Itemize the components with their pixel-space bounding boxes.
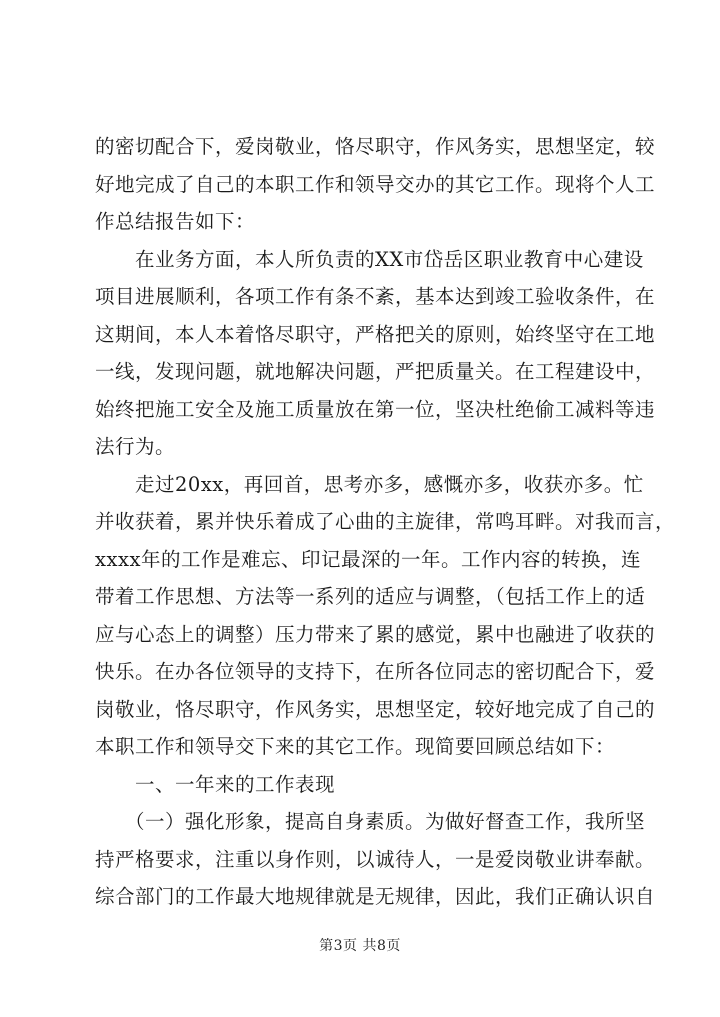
section-heading: 一、一年来的工作表现 — [135, 772, 336, 796]
document-body — [95, 128, 676, 916]
text-line: 一线，发现问题，就地解决问题，严把质量关。在工程建设中， — [95, 360, 656, 383]
text-line: 法行为。 — [95, 435, 176, 458]
paragraph-start-line: 走过20xx，再回首，思考亦多，感慨亦多，收获亦多。忙 — [135, 472, 644, 496]
text-line: 作总结报告如下： — [95, 210, 256, 233]
paragraph-start-line: 在业务方面，本人所负责的XX市岱岳区职业教育中心建设 — [135, 247, 644, 271]
page-number: 第3页 共8页 — [319, 938, 401, 954]
text-line: 持严格要求，注重以身作则，以诚待人，一是爱岗敬业讲奉献。 — [95, 847, 656, 871]
text-line: 始终把施工安全及施工质量放在第一位，坚决杜绝偷工减料等违 — [95, 397, 656, 421]
text-line: 带着工作思想、方法等一系列的适应与调整，（包括工作上的适 — [95, 585, 646, 608]
text-line: xxxx年的工作是难忘、印记最深的一年。工作内容的转换，连 — [95, 547, 641, 571]
text-line: 好地完成了自己的本职工作和领导交办的其它工作。现将个人工 — [95, 172, 656, 196]
text-line: 项目进展顺利，各项工作有条不紊，基本达到竣工验收条件，在 — [95, 285, 656, 308]
text-line: 的密切配合下，爱岗敬业，恪尽职守，作风务实，思想坚定，较 — [95, 135, 656, 158]
subsection-start-line: （一）强化形象，提高自身素质。为做好督查工作，我所坚 — [125, 810, 646, 833]
text-line: 快乐。在办各位领导的支持下，在所各位同志的密切配合下，爱 — [95, 660, 656, 683]
page-footer — [0, 935, 720, 955]
text-line: 岗敬业，恪尽职守，作风务实，思想坚定，较好地完成了自己的 — [95, 697, 656, 721]
text-line: 应与心态上的调整）压力带来了累的感觉，累中也融进了收获的 — [95, 622, 656, 646]
text-line: 本职工作和领导交下来的其它工作。现简要回顾总结如下： — [95, 735, 616, 758]
text-line: 综合部门的工作最大地规律就是无规律，因此，我们正确认识自 — [95, 885, 656, 908]
text-line: 这期间，本人本着恪尽职守，严格把关的原则，始终坚守在工地 — [95, 322, 656, 346]
text-line: 并收获着，累并快乐着成了心曲的主旋律，常鸣耳畔。对我而言， — [95, 510, 676, 533]
